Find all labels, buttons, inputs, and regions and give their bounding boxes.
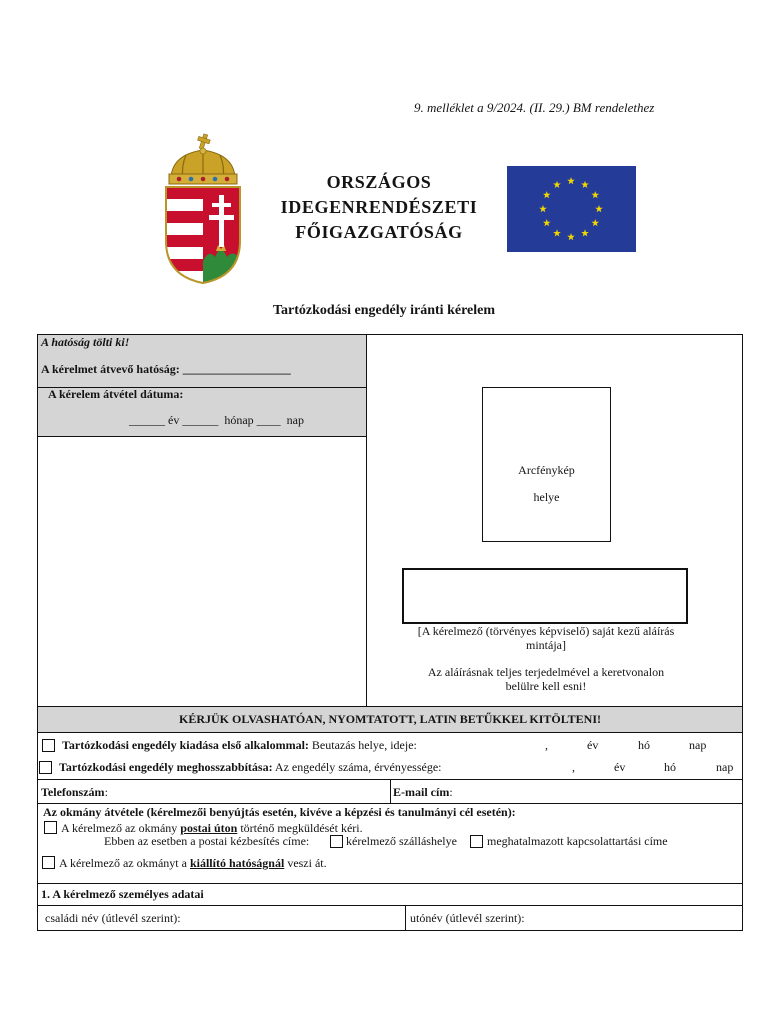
receiving-authority-label: A kérelmet átvevő hatóság:	[41, 362, 180, 376]
authorized-contact-address-label: meghatalmazott kapcsolattartási címe	[487, 834, 668, 848]
document-pickup-heading: Az okmány átvétele (kérelmezői benyújtás esetén, kivéve a képzési és tanulmányi cél esetén):	[43, 805, 516, 819]
form-title: Tartózkodási engedély iránti kérelem	[272, 303, 496, 318]
photo-box	[482, 387, 611, 542]
postal-delivery-checkbox[interactable]	[44, 821, 57, 834]
contact-divider	[390, 779, 391, 804]
holy-crown-icon	[169, 148, 237, 184]
postal-option-emphasis: postai úton	[180, 821, 238, 835]
signature-note-line: Az aláírásnak teljes terjedelmével a keretvonalon	[427, 665, 665, 679]
extension-label: Tartózkodási engedély meghosszabbítása:	[59, 760, 273, 774]
date-month-label: hó	[664, 760, 676, 774]
accommodation-address-label: kérelmező szálláshelye	[346, 834, 457, 848]
in-person-pickup-checkbox[interactable]	[42, 856, 55, 869]
label-colon: :	[104, 785, 108, 799]
authority-heading: A hatóság tölti ki!	[41, 335, 130, 349]
date-day-label: nap	[689, 738, 707, 752]
receipt-date-line: ______ év ______ hónap ____ nap	[129, 413, 304, 427]
accommodation-address-checkbox[interactable]	[330, 835, 343, 848]
signature-caption	[380, 624, 712, 652]
first-issue-label: Tartózkodási engedély kiadása első alkalommal:	[62, 738, 309, 752]
instruction-banner	[37, 706, 743, 733]
in-person-option-text: veszi át.	[284, 856, 327, 870]
given-name-label: utónév (útlevél szerint):	[410, 911, 525, 925]
first-issue-checkbox[interactable]	[42, 739, 55, 752]
signature-caption-line: mintája]	[526, 638, 566, 652]
receiving-authority-blank: __________________	[182, 362, 291, 376]
postal-option-text: történő megküldését kéri.	[237, 821, 363, 835]
email-field	[393, 785, 453, 799]
agency-name	[266, 170, 492, 245]
annex-note: 9. melléklet a 9/2024. (II. 29.) BM rendelethez	[414, 100, 655, 115]
extension-option	[59, 760, 442, 774]
phone-label: Telefonszám	[41, 785, 105, 799]
signature-note-line: belülre kell esni!	[505, 679, 587, 693]
photo-box-label: Arcfénykép	[518, 463, 575, 477]
signature-caption-line: [A kérelmező (törvényes képviselő) saját kezű aláírás	[417, 624, 675, 638]
extension-checkbox[interactable]	[39, 761, 52, 774]
receiving-authority-field	[41, 362, 291, 376]
date-day-label: nap	[716, 760, 734, 774]
photo-box-label: helye	[533, 490, 560, 504]
date-year-label: év	[587, 738, 599, 752]
postal-address-label: Ebben az esetben a postai kézbesítés címe:	[104, 834, 310, 848]
section-1-heading: 1. A kérelmező személyes adatai	[41, 887, 204, 901]
signature-note	[380, 665, 712, 693]
first-issue-option	[62, 738, 417, 752]
email-label: E-mail cím	[393, 785, 450, 799]
in-person-option-emphasis: kiállító hatóságnál	[189, 856, 285, 870]
date-month-label: hó	[638, 738, 650, 752]
first-issue-detail: Beutazás helye, ideje:	[311, 738, 417, 752]
date-year-label: év	[614, 760, 626, 774]
instruction-banner-text: KÉRJÜK OLVASHATÓAN, NYOMTATOTT, LATIN BETŰKKEL KITÖLTENI!	[179, 712, 601, 726]
in-person-option-text: A kérelmező az okmányt a	[59, 856, 190, 870]
name-row-divider	[405, 905, 406, 931]
postal-option-text: A kérelmező az okmány	[61, 821, 181, 835]
date-separator: ,	[572, 760, 575, 774]
family-name-label: családi név (útlevél szerint):	[45, 911, 181, 925]
phone-field	[41, 785, 108, 799]
agency-name-line: IDEGENRENDÉSZETI	[280, 197, 478, 217]
date-separator: ,	[545, 738, 548, 752]
in-person-pickup-option	[59, 856, 327, 870]
authority-blank-area	[37, 436, 367, 707]
signature-box	[402, 568, 688, 624]
agency-name-line: FŐIGAZGATÓSÁG	[295, 222, 463, 242]
postal-delivery-option	[61, 821, 363, 835]
authorized-contact-address-checkbox[interactable]	[470, 835, 483, 848]
receipt-date-label: A kérelem átvétel dátuma:	[48, 387, 184, 401]
hungarian-coat-of-arms-icon	[161, 133, 245, 285]
agency-name-line: ORSZÁGOS	[326, 172, 432, 192]
label-colon: :	[449, 785, 453, 799]
extension-detail: Az engedély száma, érvényessége:	[274, 760, 442, 774]
eu-flag-icon	[507, 166, 636, 252]
